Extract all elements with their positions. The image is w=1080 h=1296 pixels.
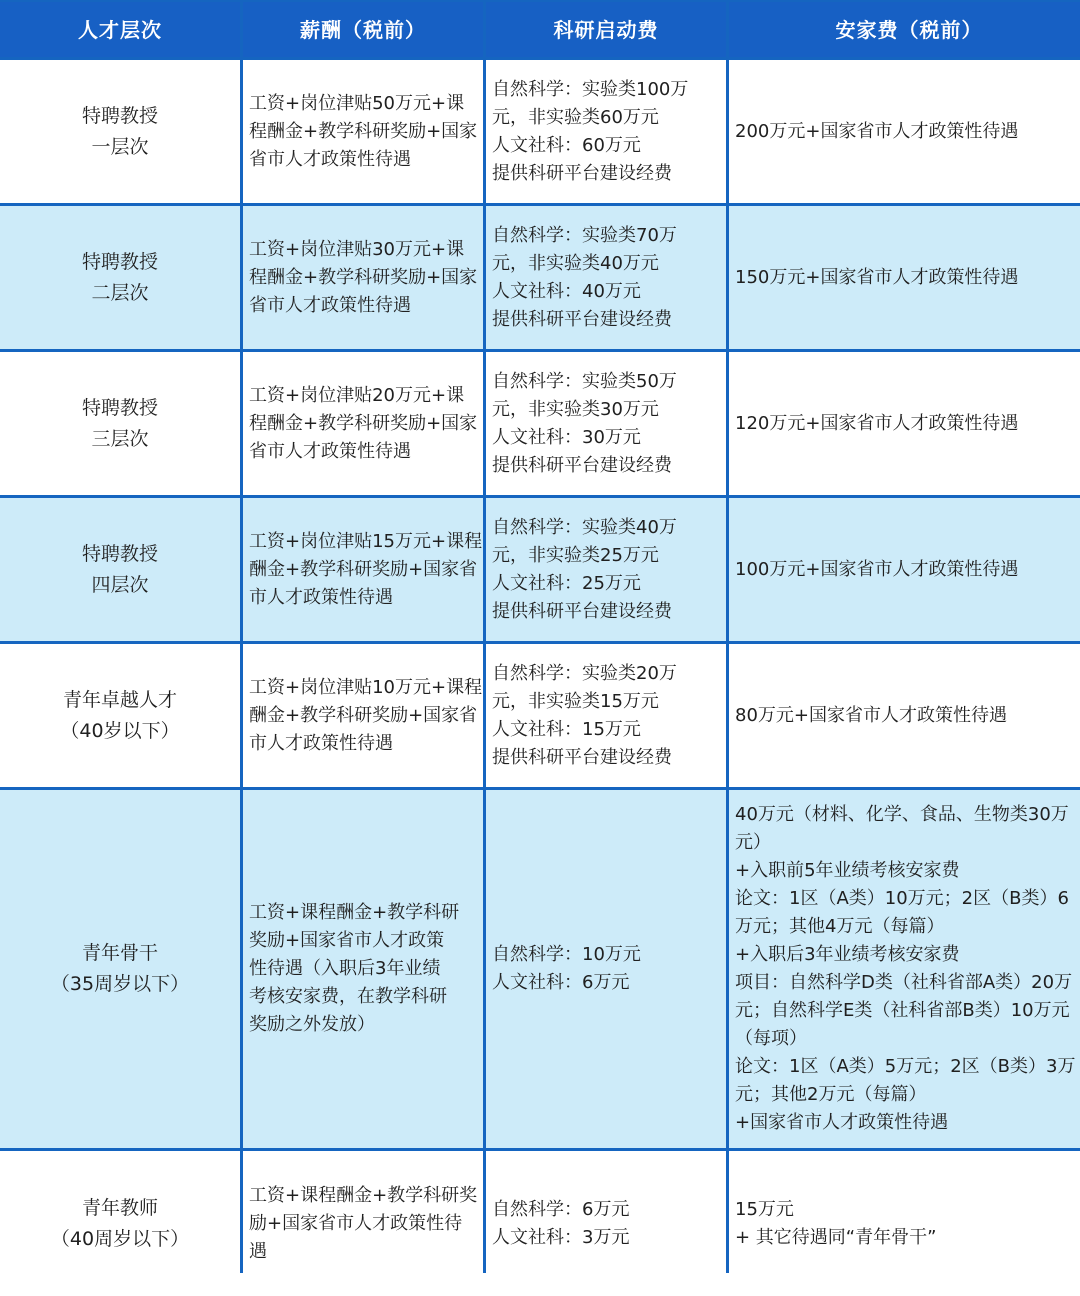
salary-line: 市人才政策性待遇 (249, 586, 393, 608)
level-text: 三层次 (91, 427, 149, 450)
level-text: （40岁以下） (60, 719, 180, 742)
startup-fund-line: 自然科学：实验类20万 (492, 662, 677, 684)
salary-cell (243, 644, 483, 787)
startup-fund-line: 自然科学：实验类50万 (492, 370, 677, 392)
header-startup-fund: 科研启动费 (486, 2, 726, 57)
level-text: 四层次 (91, 573, 149, 596)
startup-fund-line: 元，非实验类15万元 (492, 690, 659, 712)
settlement-fee-line: 150万元+国家省市人才政策性待遇 (735, 266, 1019, 288)
settlement-fee-cell (729, 790, 1080, 1148)
level-text: 特聘教授 (81, 250, 158, 273)
settlement-fee-line: +国家省市人才政策性待遇 (735, 1112, 949, 1133)
salary-cell (243, 1151, 483, 1296)
level-cell (0, 790, 240, 1148)
salary-cell (243, 790, 483, 1148)
salary-line: 省市人才政策性待遇 (249, 440, 411, 462)
salary-line: 工资+岗位津贴20万元+课 (249, 384, 465, 406)
salary-line: 程酬金+教学科研奖励+国家 (249, 412, 478, 434)
salary-cell (243, 498, 483, 641)
settlement-fee-cell (729, 206, 1080, 349)
salary-line: 遇 (249, 1240, 267, 1262)
startup-fund-line: 自然科学：10万元 (492, 944, 641, 965)
salary-line: 程酬金+教学科研奖励+国家 (249, 120, 478, 142)
startup-fund-line: 自然科学：实验类70万 (492, 224, 677, 246)
salary-cell (243, 60, 483, 203)
header-settlement-fee: 安家费（税前） (729, 2, 1080, 57)
settlement-fee-cell (729, 1151, 1080, 1296)
settlement-fee-line: 元） (735, 832, 771, 853)
salary-line: 酬金+教学科研奖励+国家省 (249, 704, 478, 726)
settlement-fee-line: 论文：1区（A类）5万元；2区（B类）3万 (735, 1056, 1076, 1077)
salary-line: 程酬金+教学科研奖励+国家 (249, 266, 478, 288)
settlement-fee-line: 论文：1区（A类）10万元；2区（B类）6 (735, 888, 1069, 909)
level-cell (0, 498, 240, 641)
level-text: 一层次 (91, 135, 149, 158)
settlement-fee-cell (729, 60, 1080, 203)
settlement-fee-line: + 其它待遇同“青年骨干” (735, 1226, 937, 1248)
level-cell (0, 644, 240, 787)
salary-line: 励+国家省市人才政策性待 (249, 1212, 463, 1234)
salary-line: 工资+岗位津贴50万元+课 (249, 92, 465, 114)
salary-line: 奖励之外发放） (249, 1014, 375, 1035)
salary-line: 考核安家费，在教学科研 (249, 986, 447, 1007)
startup-fund-line: 元，非实验类25万元 (492, 544, 659, 566)
startup-fund-line: 人文社科：15万元 (492, 718, 641, 740)
startup-fund-line: 自然科学：实验类40万 (492, 516, 677, 538)
startup-fund-cell (486, 352, 726, 495)
settlement-fee-line: 80万元+国家省市人才政策性待遇 (735, 704, 1007, 726)
level-text: 青年卓越人才 (62, 688, 177, 711)
settlement-fee-line: 项目：自然科学D类（社科省部A类）20万 (735, 972, 1073, 993)
salary-line: 工资+岗位津贴30万元+课 (249, 238, 465, 260)
startup-fund-cell (486, 498, 726, 641)
startup-fund-line: 人文社科：25万元 (492, 572, 641, 594)
salary-cell (243, 206, 483, 349)
startup-fund-cell (486, 206, 726, 349)
settlement-fee-line: +入职后3年业绩考核安家费 (735, 944, 960, 965)
startup-fund-line: 元，非实验类60万元 (492, 106, 659, 128)
startup-fund-line: 自然科学：6万元 (492, 1198, 630, 1220)
level-cell (0, 1151, 240, 1296)
settlement-fee-cell (729, 352, 1080, 495)
settlement-fee-cell (729, 498, 1080, 641)
startup-fund-cell (486, 60, 726, 203)
salary-line: 省市人才政策性待遇 (249, 148, 411, 170)
level-text: 二层次 (91, 281, 149, 304)
settlement-fee-line: 元；自然科学E类（社科省部B类）10万元 (735, 1000, 1070, 1021)
settlement-fee-line: 120万元+国家省市人才政策性待遇 (735, 412, 1019, 434)
settlement-fee-line: 万元；其他4万元（每篇） (735, 916, 945, 937)
startup-fund-cell (486, 1151, 726, 1296)
salary-line: 工资+岗位津贴15万元+课程 (249, 530, 483, 552)
settlement-fee-line: 15万元 (735, 1198, 794, 1220)
header-level: 人才层次 (0, 2, 240, 57)
startup-fund-line: 提供科研平台建设经费 (492, 746, 672, 768)
salary-line: 工资+岗位津贴10万元+课程 (249, 676, 483, 698)
level-text: 特聘教授 (81, 104, 158, 127)
salary-line: 省市人才政策性待遇 (249, 294, 411, 316)
startup-fund-line: 自然科学：实验类100万 (492, 78, 689, 100)
settlement-fee-line: 100万元+国家省市人才政策性待遇 (735, 558, 1019, 580)
settlement-fee-line: 元；其他2万元（每篇） (735, 1084, 927, 1105)
salary-cell (243, 352, 483, 495)
level-text: 特聘教授 (81, 396, 158, 419)
header-salary: 薪酬（税前） (243, 2, 483, 57)
settlement-fee-cell (729, 644, 1080, 787)
startup-fund-line: 元，非实验类40万元 (492, 252, 659, 274)
level-text: 青年骨干 (81, 942, 158, 964)
settlement-fee-line: （每项） (735, 1028, 807, 1049)
level-cell (0, 60, 240, 203)
startup-fund-cell (486, 644, 726, 787)
settlement-fee-line: 40万元（材料、化学、食品、生物类30万 (735, 804, 1069, 825)
startup-fund-line: 人文社科：6万元 (492, 972, 630, 993)
salary-line: 奖励+国家省市人才政策 (249, 930, 445, 951)
salary-line: 市人才政策性待遇 (249, 732, 393, 754)
startup-fund-line: 人文社科：40万元 (492, 280, 641, 302)
startup-fund-line: 人文社科：60万元 (492, 134, 641, 156)
salary-line: 酬金+教学科研奖励+国家省 (249, 558, 478, 580)
startup-fund-line: 人文社科：30万元 (492, 426, 641, 448)
settlement-fee-line: +入职前5年业绩考核安家费 (735, 860, 960, 881)
level-text: 青年教师 (81, 1196, 158, 1219)
level-text: （35周岁以下） (50, 973, 190, 995)
startup-fund-line: 提供科研平台建设经费 (492, 162, 672, 184)
startup-fund-line: 人文社科：3万元 (492, 1226, 630, 1248)
startup-fund-line: 提供科研平台建设经费 (492, 600, 672, 622)
level-cell (0, 206, 240, 349)
settlement-fee-line: 200万元+国家省市人才政策性待遇 (735, 120, 1019, 142)
salary-line: 性待遇（入职后3年业绩 (249, 958, 441, 979)
level-cell (0, 352, 240, 495)
level-text: 特聘教授 (81, 542, 158, 565)
level-text: （40周岁以下） (50, 1227, 190, 1250)
salary-line: 工资+课程酬金+教学科研 (249, 902, 460, 923)
salary-line: 工资+课程酬金+教学科研奖 (249, 1184, 478, 1206)
startup-fund-line: 提供科研平台建设经费 (492, 454, 672, 476)
startup-fund-cell (486, 790, 726, 1148)
startup-fund-line: 元，非实验类30万元 (492, 398, 659, 420)
startup-fund-line: 提供科研平台建设经费 (492, 308, 672, 330)
